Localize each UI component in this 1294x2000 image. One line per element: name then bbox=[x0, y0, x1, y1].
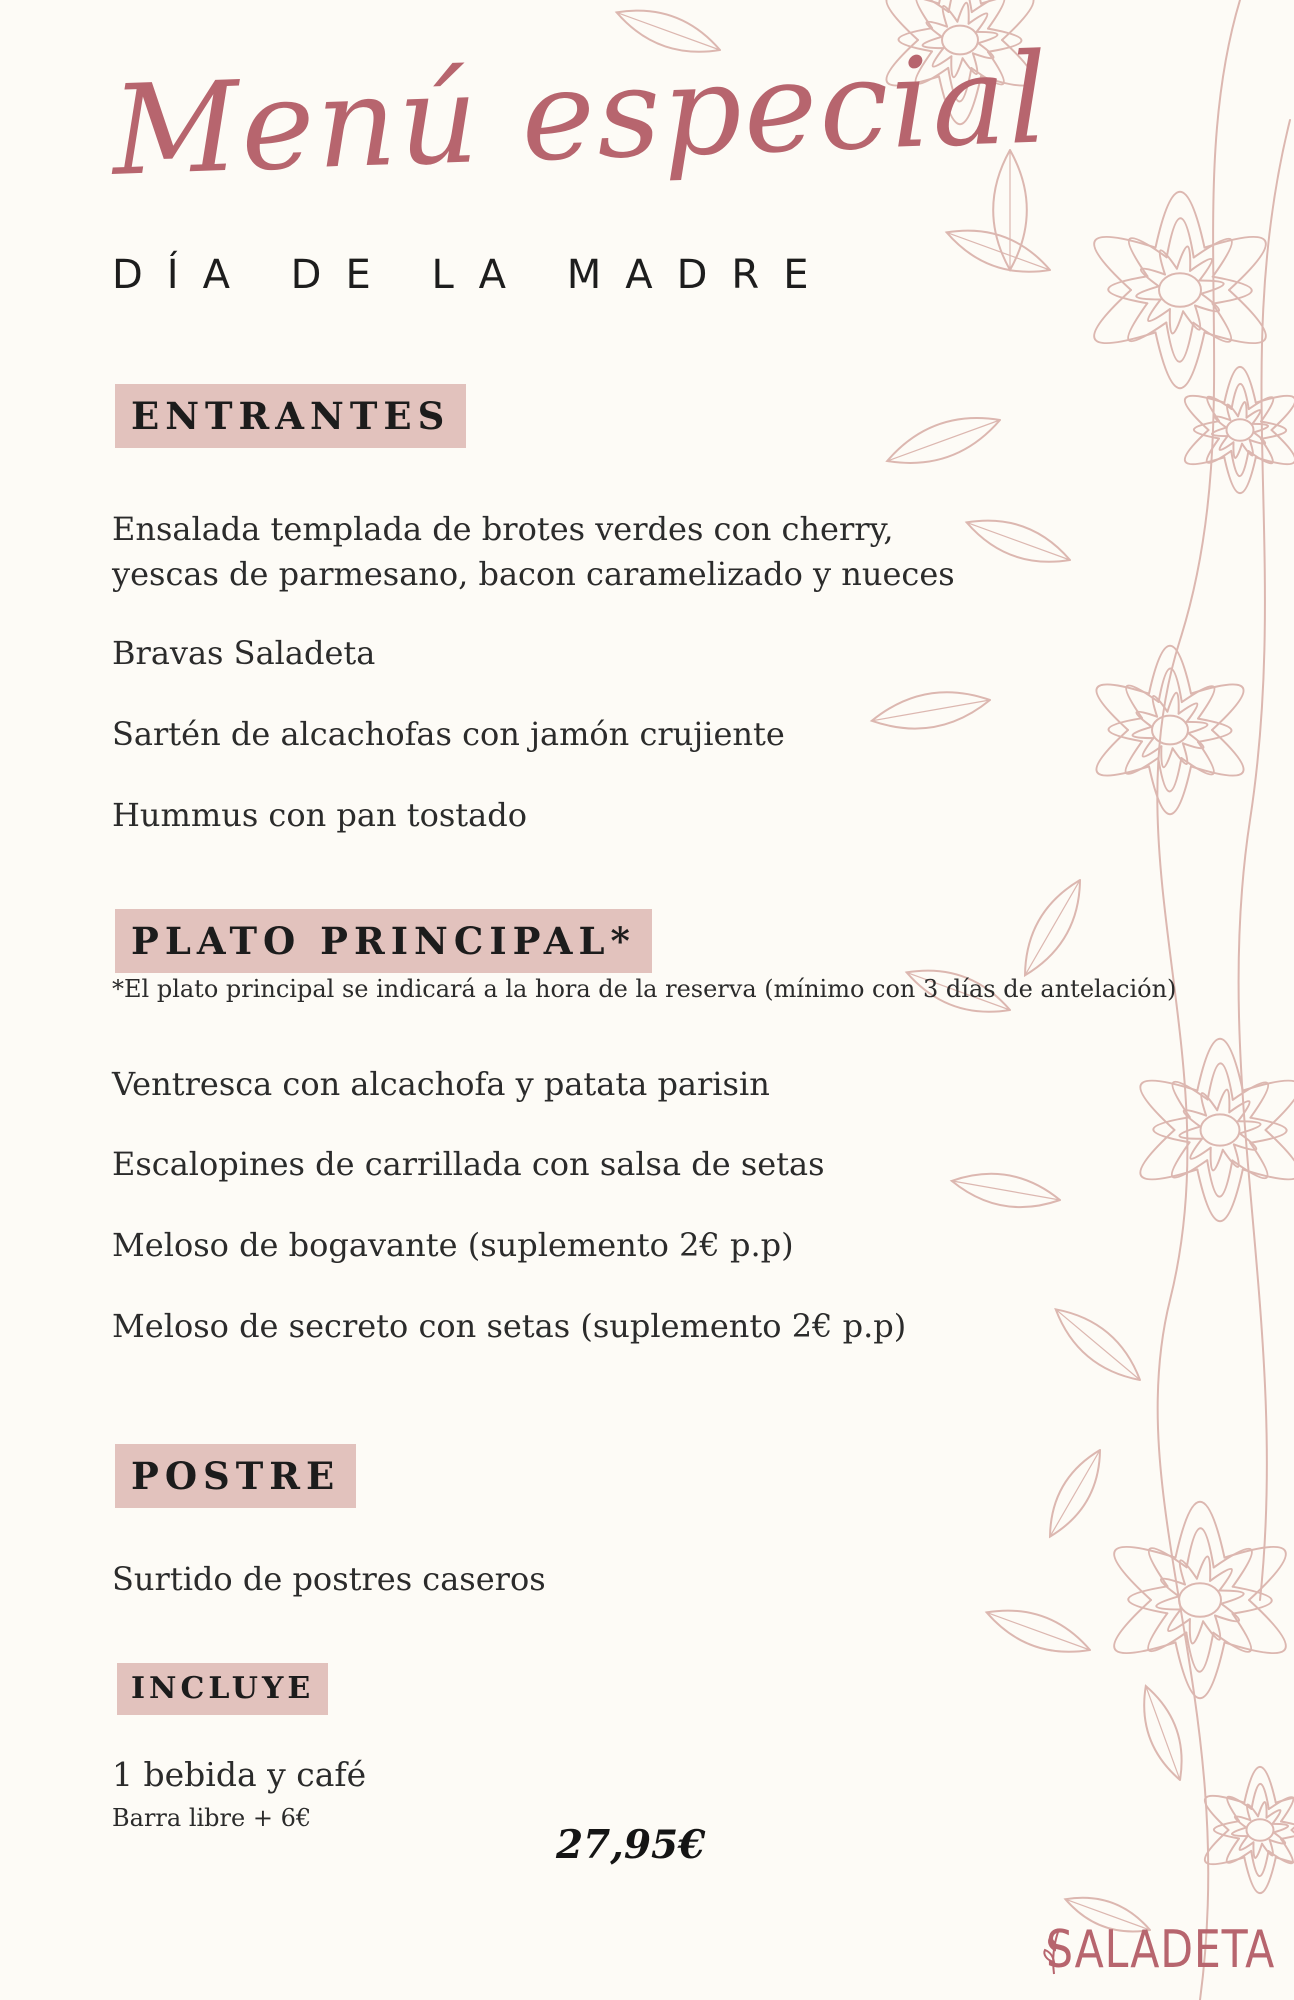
starter-item: yescas de parmesano, bacon caramelizado y nueces bbox=[112, 555, 955, 593]
includes-text: 1 bebida y café bbox=[112, 1755, 367, 1794]
menu-subtitle: DÍA DE LA MADRE bbox=[112, 252, 833, 298]
section-label-entrantes: ENTRANTES bbox=[115, 384, 466, 448]
starter-item: Bravas Saladeta bbox=[112, 634, 376, 672]
section-label-incluye: INCLUYE bbox=[117, 1663, 328, 1715]
starter-item: Ensalada templada de brotes verdes con cherry, bbox=[112, 510, 894, 548]
section-label-principal: PLATO PRINCIPAL* bbox=[115, 909, 652, 973]
principal-note: *El plato principal se indicará a la hora de la reserva (mínimo con 3 días de antelación) bbox=[112, 975, 1177, 1003]
main-dish-item: Meloso de secreto con setas (suplemento 2€ p.p) bbox=[112, 1307, 907, 1345]
main-dish-item: Meloso de bogavante (suplemento 2€ p.p) bbox=[112, 1226, 794, 1264]
main-dish-item: Ventresca con alcachofa y patata parisin bbox=[112, 1065, 770, 1103]
brand-logo: SALADETA bbox=[1046, 1920, 1276, 1980]
starter-item: Hummus con pan tostado bbox=[112, 796, 527, 834]
menu-title: Menú especial bbox=[109, 27, 1053, 204]
section-label-postre: POSTRE bbox=[115, 1444, 356, 1508]
main-dish-item: Escalopines de carrillada con salsa de setas bbox=[112, 1145, 825, 1183]
dessert-item: Surtido de postres caseros bbox=[112, 1560, 546, 1598]
starter-item: Sartén de alcachofas con jamón crujiente bbox=[112, 715, 785, 753]
includes-extra: Barra libre + 6€ bbox=[112, 1804, 312, 1832]
menu-price: 27,95€ bbox=[556, 1822, 706, 1868]
